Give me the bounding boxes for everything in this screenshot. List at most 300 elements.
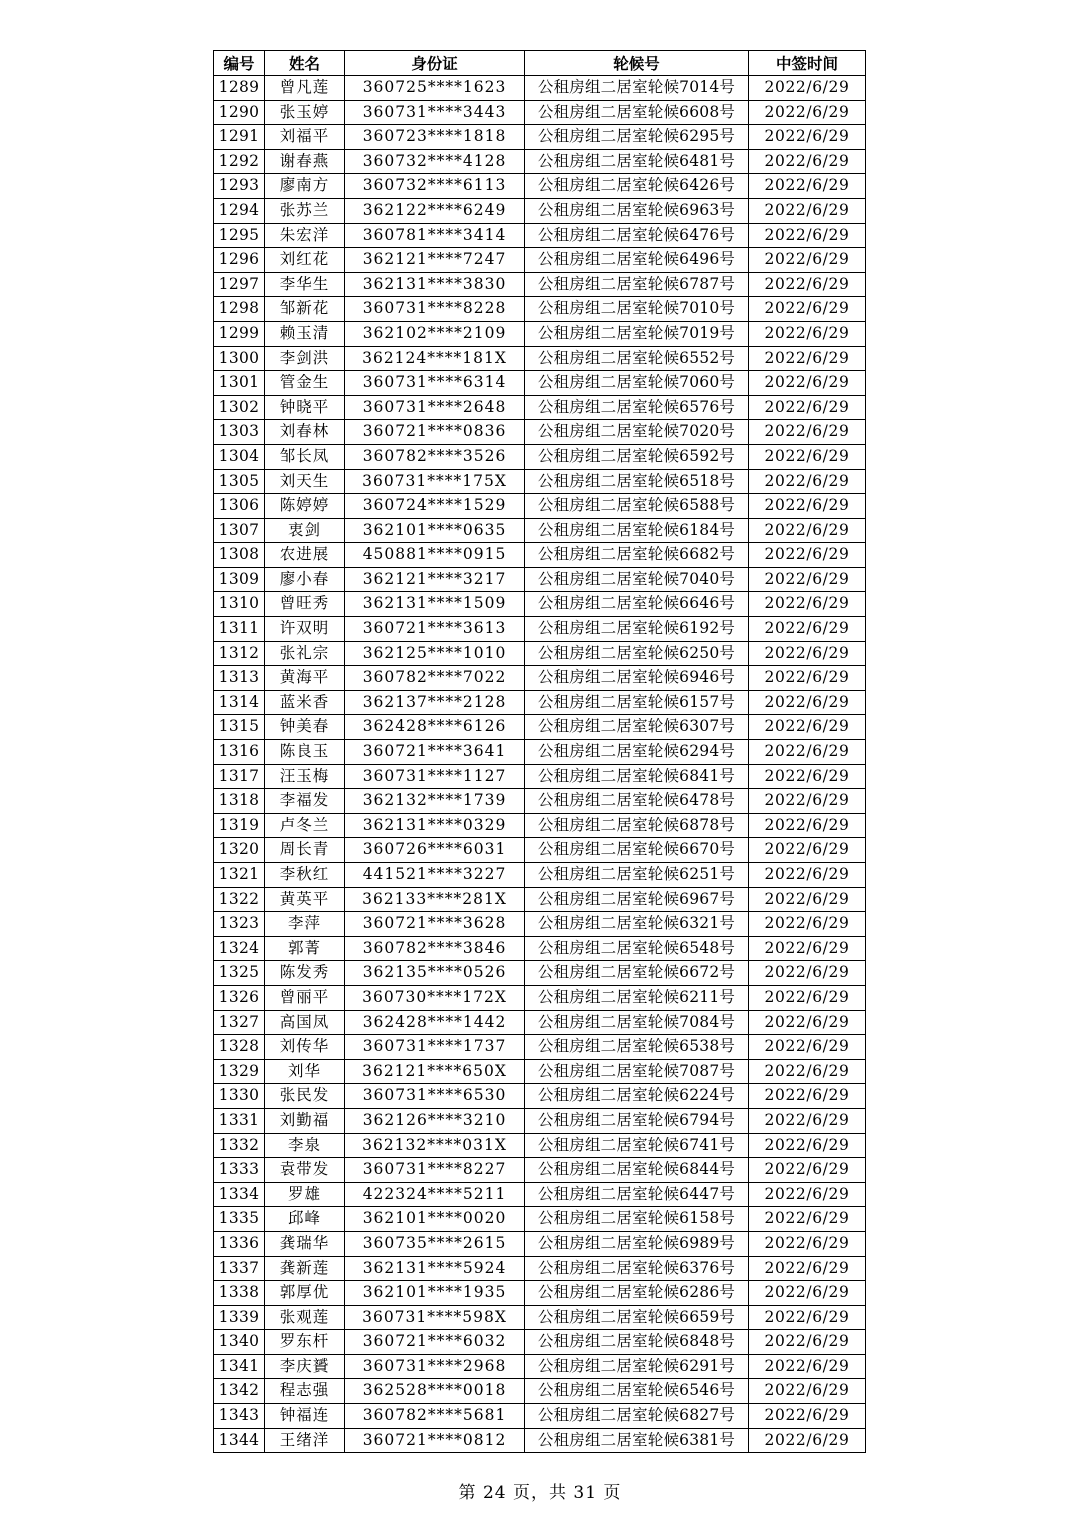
row-number: 1344 [214, 1428, 265, 1453]
table-row [214, 321, 866, 346]
row-number: 1292 [214, 149, 265, 174]
row-queue-number: 公租房组二居室轮候6158号 [525, 1207, 749, 1232]
table-row [214, 76, 866, 101]
table-row [214, 272, 866, 297]
row-number: 1341 [214, 1354, 265, 1379]
row-queue-number: 公租房组二居室轮候6946号 [525, 666, 749, 691]
table-row [214, 789, 866, 814]
row-id-card: 360731****1737 [345, 1035, 525, 1060]
row-name: 邱峰 [265, 1207, 345, 1232]
row-id-card: 360782****3846 [345, 936, 525, 961]
row-id-card: 360730****172X [345, 985, 525, 1010]
row-number: 1303 [214, 420, 265, 445]
row-lottery-date: 2022/6/29 [749, 1256, 866, 1281]
row-id-card: 362132****1739 [345, 789, 525, 814]
row-queue-number: 公租房组二居室轮候6963号 [525, 198, 749, 223]
row-queue-number: 公租房组二居室轮候6659号 [525, 1305, 749, 1330]
table-row [214, 174, 866, 199]
row-number: 1342 [214, 1379, 265, 1404]
row-queue-number: 公租房组二居室轮候6157号 [525, 690, 749, 715]
row-id-card: 360781****3414 [345, 223, 525, 248]
row-name: 王绪洋 [265, 1428, 345, 1453]
row-id-card: 360782****7022 [345, 666, 525, 691]
row-name: 邹新花 [265, 297, 345, 322]
row-queue-number: 公租房组二居室轮候6548号 [525, 936, 749, 961]
row-name: 张玉婷 [265, 100, 345, 125]
table-row [214, 1281, 866, 1306]
row-lottery-date: 2022/6/29 [749, 666, 866, 691]
row-queue-number: 公租房组二居室轮候6307号 [525, 715, 749, 740]
row-queue-number: 公租房组二居室轮候6841号 [525, 764, 749, 789]
table-row [214, 248, 866, 273]
row-number: 1319 [214, 813, 265, 838]
row-number: 1331 [214, 1108, 265, 1133]
row-lottery-date: 2022/6/29 [749, 764, 866, 789]
row-queue-number: 公租房组二居室轮候6294号 [525, 740, 749, 765]
row-id-card: 360731****598X [345, 1305, 525, 1330]
row-queue-number: 公租房组二居室轮候6291号 [525, 1354, 749, 1379]
row-name: 刘天生 [265, 469, 345, 494]
row-queue-number: 公租房组二居室轮候6794号 [525, 1108, 749, 1133]
row-lottery-date: 2022/6/29 [749, 371, 866, 396]
table-row [214, 641, 866, 666]
row-id-card: 441521****3227 [345, 863, 525, 888]
row-queue-number: 公租房组二居室轮候7040号 [525, 567, 749, 592]
row-number: 1312 [214, 641, 265, 666]
row-lottery-date: 2022/6/29 [749, 1084, 866, 1109]
row-lottery-date: 2022/6/29 [749, 272, 866, 297]
row-lottery-date: 2022/6/29 [749, 395, 866, 420]
row-number: 1317 [214, 764, 265, 789]
header-lottery-date: 中签时间 [749, 51, 866, 76]
row-lottery-date: 2022/6/29 [749, 223, 866, 248]
row-queue-number: 公租房组二居室轮候6381号 [525, 1428, 749, 1453]
header-row [214, 51, 866, 76]
row-lottery-date: 2022/6/29 [749, 1133, 866, 1158]
row-queue-number: 公租房组二居室轮候7014号 [525, 76, 749, 101]
row-id-card: 360724****1529 [345, 494, 525, 519]
row-name: 刘福平 [265, 125, 345, 150]
row-lottery-date: 2022/6/29 [749, 1182, 866, 1207]
row-id-card: 362131****0329 [345, 813, 525, 838]
table-row [214, 371, 866, 396]
row-name: 廖南方 [265, 174, 345, 199]
row-id-card: 360731****2968 [345, 1354, 525, 1379]
row-lottery-date: 2022/6/29 [749, 125, 866, 150]
row-number: 1291 [214, 125, 265, 150]
row-id-card: 360731****6314 [345, 371, 525, 396]
row-name: 郭厚优 [265, 1281, 345, 1306]
row-number: 1343 [214, 1404, 265, 1429]
row-number: 1334 [214, 1182, 265, 1207]
row-lottery-date: 2022/6/29 [749, 1207, 866, 1232]
row-id-card: 360782****3526 [345, 444, 525, 469]
row-lottery-date: 2022/6/29 [749, 1330, 866, 1355]
row-queue-number: 公租房组二居室轮候6878号 [525, 813, 749, 838]
row-lottery-date: 2022/6/29 [749, 617, 866, 642]
row-number: 1339 [214, 1305, 265, 1330]
row-lottery-date: 2022/6/29 [749, 198, 866, 223]
row-id-card: 360721****3641 [345, 740, 525, 765]
row-id-card: 362121****7247 [345, 248, 525, 273]
row-lottery-date: 2022/6/29 [749, 1010, 866, 1035]
row-queue-number: 公租房组二居室轮候6192号 [525, 617, 749, 642]
row-queue-number: 公租房组二居室轮候6376号 [525, 1256, 749, 1281]
table-row [214, 961, 866, 986]
row-name: 刘传华 [265, 1035, 345, 1060]
row-lottery-date: 2022/6/29 [749, 838, 866, 863]
row-lottery-date: 2022/6/29 [749, 813, 866, 838]
row-queue-number: 公租房组二居室轮候6682号 [525, 543, 749, 568]
row-id-card: 360721****3628 [345, 912, 525, 937]
row-number: 1311 [214, 617, 265, 642]
row-name: 李庆贇 [265, 1354, 345, 1379]
row-number: 1300 [214, 346, 265, 371]
row-lottery-date: 2022/6/29 [749, 1281, 866, 1306]
row-name: 龚新莲 [265, 1256, 345, 1281]
row-lottery-date: 2022/6/29 [749, 1379, 866, 1404]
row-queue-number: 公租房组二居室轮候6496号 [525, 248, 749, 273]
row-name: 汪玉梅 [265, 764, 345, 789]
table-row [214, 887, 866, 912]
row-id-card: 360732****6113 [345, 174, 525, 199]
table-header [214, 51, 866, 76]
row-lottery-date: 2022/6/29 [749, 961, 866, 986]
row-lottery-date: 2022/6/29 [749, 76, 866, 101]
row-name: 李泉 [265, 1133, 345, 1158]
row-queue-number: 公租房组二居室轮候6447号 [525, 1182, 749, 1207]
row-queue-number: 公租房组二居室轮候6588号 [525, 494, 749, 519]
row-number: 1306 [214, 494, 265, 519]
row-lottery-date: 2022/6/29 [749, 1158, 866, 1183]
header-number: 编号 [214, 51, 265, 76]
row-number: 1321 [214, 863, 265, 888]
row-id-card: 450881****0915 [345, 543, 525, 568]
row-queue-number: 公租房组二居室轮候6989号 [525, 1231, 749, 1256]
row-number: 1313 [214, 666, 265, 691]
table-row [214, 1182, 866, 1207]
table-row [214, 420, 866, 445]
row-queue-number: 公租房组二居室轮候6518号 [525, 469, 749, 494]
row-queue-number: 公租房组二居室轮候7020号 [525, 420, 749, 445]
row-number: 1327 [214, 1010, 265, 1035]
table-row [214, 1354, 866, 1379]
table-row [214, 223, 866, 248]
row-queue-number: 公租房组二居室轮候6476号 [525, 223, 749, 248]
row-number: 1315 [214, 715, 265, 740]
row-id-card: 362122****6249 [345, 198, 525, 223]
row-name: 陈良玉 [265, 740, 345, 765]
row-number: 1335 [214, 1207, 265, 1232]
table-row [214, 813, 866, 838]
row-lottery-date: 2022/6/29 [749, 789, 866, 814]
row-name: 张礼宗 [265, 641, 345, 666]
row-id-card: 362101****1935 [345, 1281, 525, 1306]
row-lottery-date: 2022/6/29 [749, 444, 866, 469]
row-queue-number: 公租房组二居室轮候6478号 [525, 789, 749, 814]
row-id-card: 362124****181X [345, 346, 525, 371]
table-row [214, 1084, 866, 1109]
table-row [214, 690, 866, 715]
row-queue-number: 公租房组二居室轮候7019号 [525, 321, 749, 346]
row-lottery-date: 2022/6/29 [749, 715, 866, 740]
row-number: 1322 [214, 887, 265, 912]
row-name: 钟福连 [265, 1404, 345, 1429]
row-name: 农进展 [265, 543, 345, 568]
table-row [214, 666, 866, 691]
row-id-card: 360726****6031 [345, 838, 525, 863]
row-id-card: 422324****5211 [345, 1182, 525, 1207]
table-row [214, 1305, 866, 1330]
table-row [214, 1428, 866, 1453]
row-id-card: 362125****1010 [345, 641, 525, 666]
row-name: 朱宏洋 [265, 223, 345, 248]
row-name: 高国凤 [265, 1010, 345, 1035]
row-lottery-date: 2022/6/29 [749, 420, 866, 445]
table-row [214, 617, 866, 642]
row-queue-number: 公租房组二居室轮候6827号 [525, 1404, 749, 1429]
row-lottery-date: 2022/6/29 [749, 469, 866, 494]
row-number: 1293 [214, 174, 265, 199]
row-lottery-date: 2022/6/29 [749, 912, 866, 937]
row-name: 张苏兰 [265, 198, 345, 223]
row-number: 1337 [214, 1256, 265, 1281]
table-row [214, 1330, 866, 1355]
row-queue-number: 公租房组二居室轮候6646号 [525, 592, 749, 617]
row-queue-number: 公租房组二居室轮候6286号 [525, 1281, 749, 1306]
row-id-card: 362135****0526 [345, 961, 525, 986]
row-lottery-date: 2022/6/29 [749, 690, 866, 715]
table-row [214, 297, 866, 322]
table-row [214, 838, 866, 863]
table-row [214, 1256, 866, 1281]
row-number: 1302 [214, 395, 265, 420]
header-queue-number: 轮候号 [525, 51, 749, 76]
row-queue-number: 公租房组二居室轮候6552号 [525, 346, 749, 371]
row-lottery-date: 2022/6/29 [749, 248, 866, 273]
row-queue-number: 公租房组二居室轮候6670号 [525, 838, 749, 863]
row-lottery-date: 2022/6/29 [749, 1059, 866, 1084]
row-number: 1296 [214, 248, 265, 273]
row-lottery-date: 2022/6/29 [749, 936, 866, 961]
row-id-card: 360731****175X [345, 469, 525, 494]
row-number: 1336 [214, 1231, 265, 1256]
table-row [214, 740, 866, 765]
row-number: 1328 [214, 1035, 265, 1060]
table-row [214, 1133, 866, 1158]
row-lottery-date: 2022/6/29 [749, 1231, 866, 1256]
row-number: 1323 [214, 912, 265, 937]
row-name: 李华生 [265, 272, 345, 297]
table-row [214, 1379, 866, 1404]
row-id-card: 362131****3830 [345, 272, 525, 297]
row-id-card: 362132****031X [345, 1133, 525, 1158]
row-id-card: 360731****3443 [345, 100, 525, 125]
row-number: 1308 [214, 543, 265, 568]
row-name: 刘春林 [265, 420, 345, 445]
row-lottery-date: 2022/6/29 [749, 863, 866, 888]
row-name: 黄英平 [265, 887, 345, 912]
table-row [214, 149, 866, 174]
row-queue-number: 公租房组二居室轮候6546号 [525, 1379, 749, 1404]
table-row [214, 985, 866, 1010]
table-row [214, 1035, 866, 1060]
row-queue-number: 公租房组二居室轮候6224号 [525, 1084, 749, 1109]
row-queue-number: 公租房组二居室轮候7010号 [525, 297, 749, 322]
row-name: 罗雄 [265, 1182, 345, 1207]
table-row [214, 592, 866, 617]
row-number: 1305 [214, 469, 265, 494]
row-id-card: 362137****2128 [345, 690, 525, 715]
row-id-card: 362131****5924 [345, 1256, 525, 1281]
row-lottery-date: 2022/6/29 [749, 518, 866, 543]
row-number: 1329 [214, 1059, 265, 1084]
row-name: 龚瑞华 [265, 1231, 345, 1256]
row-name: 程志强 [265, 1379, 345, 1404]
row-number: 1307 [214, 518, 265, 543]
row-name: 袁带发 [265, 1158, 345, 1183]
row-queue-number: 公租房组二居室轮候6211号 [525, 985, 749, 1010]
row-id-card: 362121****3217 [345, 567, 525, 592]
row-lottery-date: 2022/6/29 [749, 297, 866, 322]
row-name: 曾丽平 [265, 985, 345, 1010]
row-id-card: 360721****3613 [345, 617, 525, 642]
row-id-card: 360731****6530 [345, 1084, 525, 1109]
row-name: 刘红花 [265, 248, 345, 273]
table-row [214, 469, 866, 494]
row-number: 1318 [214, 789, 265, 814]
allocation-table [213, 50, 866, 1453]
table-row [214, 1158, 866, 1183]
row-name: 刘华 [265, 1059, 345, 1084]
row-name: 陈婷婷 [265, 494, 345, 519]
row-lottery-date: 2022/6/29 [749, 1354, 866, 1379]
table-row [214, 1231, 866, 1256]
table-row [214, 543, 866, 568]
row-queue-number: 公租房组二居室轮候7087号 [525, 1059, 749, 1084]
row-lottery-date: 2022/6/29 [749, 494, 866, 519]
row-id-card: 360732****4128 [345, 149, 525, 174]
row-id-card: 360721****0836 [345, 420, 525, 445]
row-id-card: 360782****5681 [345, 1404, 525, 1429]
table-row [214, 1404, 866, 1429]
row-number: 1340 [214, 1330, 265, 1355]
row-name: 许双明 [265, 617, 345, 642]
row-id-card: 360725****1623 [345, 76, 525, 101]
row-name: 郭菁 [265, 936, 345, 961]
row-queue-number: 公租房组二居室轮候6426号 [525, 174, 749, 199]
row-queue-number: 公租房组二居室轮候6481号 [525, 149, 749, 174]
row-name: 谢春燕 [265, 149, 345, 174]
header-id-card: 身份证 [345, 51, 525, 76]
row-queue-number: 公租房组二居室轮候6844号 [525, 1158, 749, 1183]
row-lottery-date: 2022/6/29 [749, 592, 866, 617]
row-name: 钟美春 [265, 715, 345, 740]
row-number: 1326 [214, 985, 265, 1010]
table-row [214, 494, 866, 519]
row-id-card: 362101****0635 [345, 518, 525, 543]
page-footer: 第 24 页，共 31 页 [458, 1483, 622, 1503]
row-id-card: 362102****2109 [345, 321, 525, 346]
row-number: 1290 [214, 100, 265, 125]
row-number: 1289 [214, 76, 265, 101]
row-lottery-date: 2022/6/29 [749, 100, 866, 125]
row-id-card: 360721****6032 [345, 1330, 525, 1355]
row-number: 1301 [214, 371, 265, 396]
row-queue-number: 公租房组二居室轮候6184号 [525, 518, 749, 543]
row-lottery-date: 2022/6/29 [749, 149, 866, 174]
row-queue-number: 公租房组二居室轮候6251号 [525, 863, 749, 888]
row-lottery-date: 2022/6/29 [749, 1305, 866, 1330]
row-lottery-date: 2022/6/29 [749, 346, 866, 371]
table-row [214, 444, 866, 469]
table-row [214, 912, 866, 937]
row-id-card: 362528****0018 [345, 1379, 525, 1404]
row-number: 1314 [214, 690, 265, 715]
row-number: 1304 [214, 444, 265, 469]
row-lottery-date: 2022/6/29 [749, 543, 866, 568]
row-lottery-date: 2022/6/29 [749, 321, 866, 346]
row-id-card: 360721****0812 [345, 1428, 525, 1453]
row-id-card: 360735****2615 [345, 1231, 525, 1256]
row-name: 李剑洪 [265, 346, 345, 371]
table-row [214, 395, 866, 420]
row-lottery-date: 2022/6/29 [749, 174, 866, 199]
table-row [214, 936, 866, 961]
row-id-card: 362131****1509 [345, 592, 525, 617]
row-name: 罗东杆 [265, 1330, 345, 1355]
row-number: 1298 [214, 297, 265, 322]
table-row [214, 764, 866, 789]
row-name: 赖玉清 [265, 321, 345, 346]
row-lottery-date: 2022/6/29 [749, 1428, 866, 1453]
row-lottery-date: 2022/6/29 [749, 985, 866, 1010]
row-number: 1294 [214, 198, 265, 223]
row-id-card: 360731****8227 [345, 1158, 525, 1183]
row-name: 衷剑 [265, 518, 345, 543]
row-name: 李福发 [265, 789, 345, 814]
row-name: 管金生 [265, 371, 345, 396]
row-id-card: 362428****6126 [345, 715, 525, 740]
row-name: 陈发秀 [265, 961, 345, 986]
row-number: 1320 [214, 838, 265, 863]
table-row [214, 518, 866, 543]
row-lottery-date: 2022/6/29 [749, 887, 866, 912]
row-name: 曾凡莲 [265, 76, 345, 101]
row-queue-number: 公租房组二居室轮候6576号 [525, 395, 749, 420]
row-queue-number: 公租房组二居室轮候6672号 [525, 961, 749, 986]
table-row [214, 100, 866, 125]
row-id-card: 360731****8228 [345, 297, 525, 322]
row-queue-number: 公租房组二居室轮候6592号 [525, 444, 749, 469]
row-number: 1316 [214, 740, 265, 765]
row-number: 1299 [214, 321, 265, 346]
row-lottery-date: 2022/6/29 [749, 1035, 866, 1060]
row-id-card: 362133****281X [345, 887, 525, 912]
row-number: 1297 [214, 272, 265, 297]
table-row [214, 346, 866, 371]
row-number: 1325 [214, 961, 265, 986]
row-name: 李秋红 [265, 863, 345, 888]
row-queue-number: 公租房组二居室轮候6967号 [525, 887, 749, 912]
row-name: 刘勤福 [265, 1108, 345, 1133]
row-number: 1333 [214, 1158, 265, 1183]
row-id-card: 362101****0020 [345, 1207, 525, 1232]
row-lottery-date: 2022/6/29 [749, 641, 866, 666]
row-lottery-date: 2022/6/29 [749, 1404, 866, 1429]
table-row [214, 1010, 866, 1035]
row-name: 黄海平 [265, 666, 345, 691]
